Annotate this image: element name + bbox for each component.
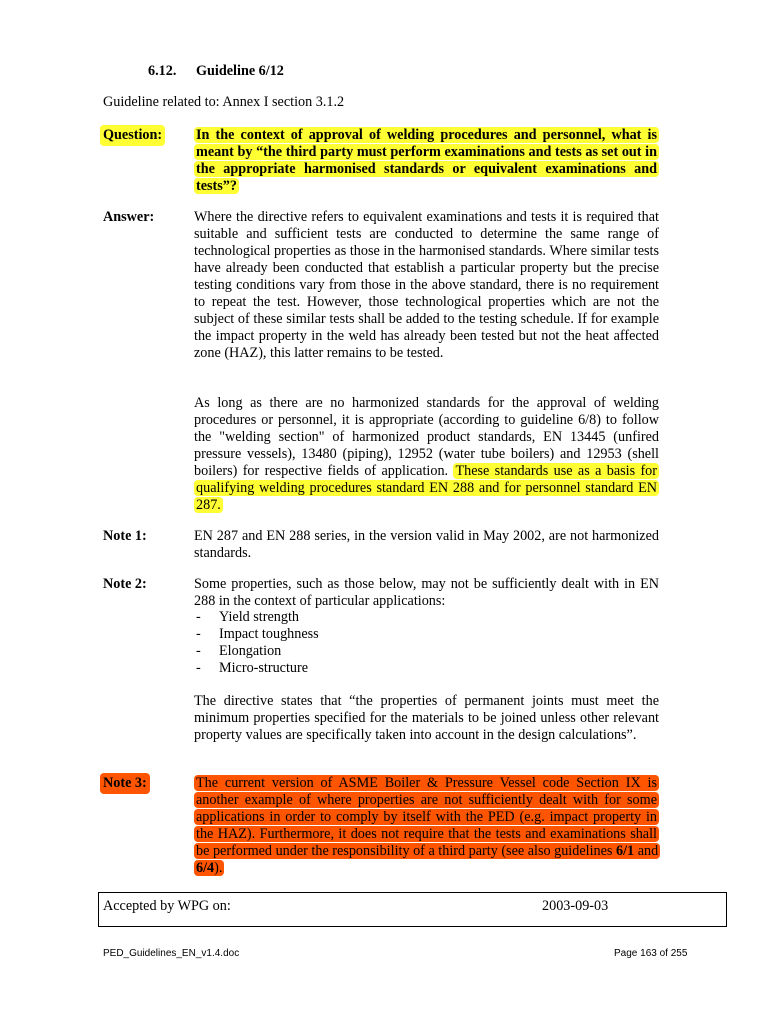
note2-property-list — [194, 609, 494, 677]
footer-filename: PED_Guidelines_EN_v1.4.doc — [103, 948, 240, 959]
list-item: - Elongation — [196, 643, 282, 659]
footer-page-number: Page 163 of 255 — [614, 948, 688, 959]
section-title: Guideline 6/12 — [196, 63, 284, 79]
list-item: - Yield strength — [196, 609, 299, 625]
note2-paragraph: The directive states that “the properties of permanent joints must meet the minimum properties specified for the materials to be joined unless other relevant property values are specifically taken into account in the design calculations”. — [194, 693, 659, 743]
note1-label: Note 1: — [103, 528, 147, 544]
answer-paragraph-1: Where the directive refers to equivalent examinations and tests it is required that suitable and sufficient tests are conducted to determine the same range of technological properties as those in the harmonised standards. Where similar tests have already been conducted that establish a particular property but the precise testing conditions vary from those in the above standard, there is no requirement to repeat the test. However, those technological properties which are not the subject of these similar tests shall be added to the testing schedule. If for example the impact property in the weld has already been tested but not the heat affected zone (HAZ), this latter remains to be tested. — [194, 209, 659, 361]
note2-intro: Some properties, such as those below, may not be sufficiently dealt with in EN 288 in the context of particular applications: — [194, 576, 659, 609]
question-text — [194, 127, 659, 195]
section-number: 6.12. — [148, 63, 177, 79]
list-item: - Impact toughness — [196, 626, 319, 642]
section-heading — [148, 63, 284, 80]
acceptance-box — [98, 892, 727, 927]
note3-highlight: The current version of ASME Boiler & Pressure Vessel code Section IX is another example of where properties are not sufficiently dealt with for some applications in order to comply by itself with the PED (e.g. impact property in the HAZ). Furthermore, it does not require that the tests and examinations shall be performed under the responsibility of a third party (see also guidelines 6/1 and 6/4). — [196, 775, 659, 876]
answer-paragraph-2-highlight: These standards use as a basis for qualifying welding procedures standard EN 288 and for personnel standard EN 287. — [196, 463, 657, 513]
answer-paragraph-2-text: As long as there are no harmonized standards for the approval of welding procedures or personnel, it is appropriate (according to guideline 6/8) to follow the "welding section" of harmonized product standards, EN 13445 (unfired pressure vessels), 13480 (piping), 12952 (water tube boilers) and 12953 (shell boilers) for respective fields of application. — [194, 395, 659, 479]
note1-text: EN 287 and EN 288 series, in the version valid in May 2002, are not harmonized standards. — [194, 528, 659, 561]
question-label: Question: — [100, 125, 165, 146]
answer-paragraph-2 — [194, 395, 659, 514]
note2-label: Note 2: — [103, 576, 147, 592]
accepted-date: 2003-09-03 — [542, 898, 609, 914]
answer-label: Answer: — [103, 209, 155, 225]
guideline-ref-link: 6/4 — [196, 860, 215, 876]
guideline-ref-link: 6/1 — [616, 843, 635, 859]
list-item: - Micro-structure — [196, 660, 309, 676]
note3-text — [194, 775, 659, 877]
note3-label: Note 3: — [100, 773, 150, 794]
related-annex: Guideline related to: Annex I section 3.1.2 — [103, 94, 345, 110]
accepted-label: Accepted by WPG on: — [103, 898, 231, 914]
question-highlight: In the context of approval of welding procedures and personnel, what is meant by “the third party must perform examinations and tests as set out in the appropriate harmonised standards or equivalent examinations and tests”? — [196, 127, 657, 194]
